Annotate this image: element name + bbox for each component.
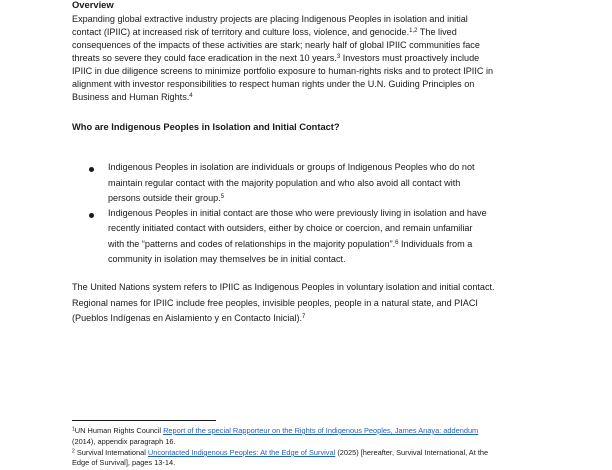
overview-line: Business and Human Rights.$^4$ — [72, 92, 193, 102]
footnote-marker: 2 — [72, 448, 75, 455]
footnote-1-cont: (2014), appendix paragraph 16. — [72, 437, 176, 446]
bullet-line: with the “patterns and codes of relationships in the majority population”.$^6$ Individuals from a — [108, 239, 473, 249]
footnote-1-link[interactable]: Report of the special Rapporteur on the Rights of Indigenous Peoples, James Anaya: addendum — [163, 426, 479, 435]
bullet-line: persons outside their group.$^5$ — [108, 193, 225, 203]
footnote-2: $^2$ Survival International Uncontacted Indigenous Peoples: At the Edge of Survival (2025) [hereafter, Survival International, At the — [72, 448, 489, 457]
footnote-2-cont: Edge of Survival], pages 13-14. — [72, 458, 176, 467]
footnote-ref: 6 — [395, 240, 399, 246]
bullet-line: Indigenous Peoples in isolation are individuals or groups of Indigenous Peoples who do not — [108, 162, 475, 172]
bullet-dot-icon — [89, 167, 94, 172]
bullet-dot-icon — [89, 213, 94, 218]
overview-line: threats so severe they could face eradication in the next 10 years.$^3$ Investors must proactively include — [72, 53, 480, 63]
overview-line: IPIIC in due diligence screens to minimize portfolio exposure to human-rights risks and to protect IPIIC in — [72, 66, 494, 76]
footnote-ref: 3 — [336, 54, 341, 60]
un-line: The United Nations system refers to IPIIC as Indigenous Peoples in voluntary isolation and initial contact. — [72, 282, 495, 292]
footnote-divider — [72, 420, 216, 421]
footnote-ref: 4 — [189, 93, 193, 99]
bullet-line: recently initiated contact with outsiders, either by choice or coercion, and remain unfamiliar — [108, 223, 473, 233]
footnote-ref: 1,2 — [409, 28, 418, 34]
question-heading: Who are Indigenous Peoples in Isolation and Initial Contact? — [72, 122, 340, 132]
overview-line: Expanding global extractive industry projects are placing Indigenous Peoples in isolation and initial — [72, 14, 468, 24]
overview-line: contact (IPIIC) at increased risk of territory and culture loss, violence, and genocide.$^{1,2}$ The lived — [72, 27, 457, 37]
footnote-ref: 7 — [302, 314, 306, 320]
overview-line: consequences of the impacts of these activities are stark; nearly half of global IPIIC communities face — [72, 40, 480, 50]
footnote-2-link[interactable]: Uncontacted Indigenous Peoples: At the Edge of Survival — [147, 448, 336, 457]
bullet-line: Indigenous Peoples in initial contact are those who were previously living in isolation and have — [108, 208, 487, 218]
footnote-marker: 1 — [72, 426, 75, 433]
overview-line: alignment with investor responsibilities to respect human rights under the U.N. Guiding Principles on — [72, 79, 475, 89]
footnote-ref: 5 — [220, 194, 225, 200]
un-line: (Pueblos Indígenas en Aislamiento y en Contacto Inicial).$^7$ — [72, 313, 306, 323]
overview-heading: Overview — [72, 0, 114, 10]
footnote-1: $^1$UN Human Rights Council Report of the special Rapporteur on the Rights of Indigenous Peoples, James Anaya: addendum — [72, 426, 479, 435]
bullet-line: community in isolation may themselves be in initial contact. — [108, 254, 346, 264]
bullet-line: maintain regular contact with the majority population and who also avoid all contact with — [108, 178, 461, 188]
un-line: Regional names for IPIIC include free peoples, invisible peoples, people in a natural state, and PIACI — [72, 298, 478, 308]
